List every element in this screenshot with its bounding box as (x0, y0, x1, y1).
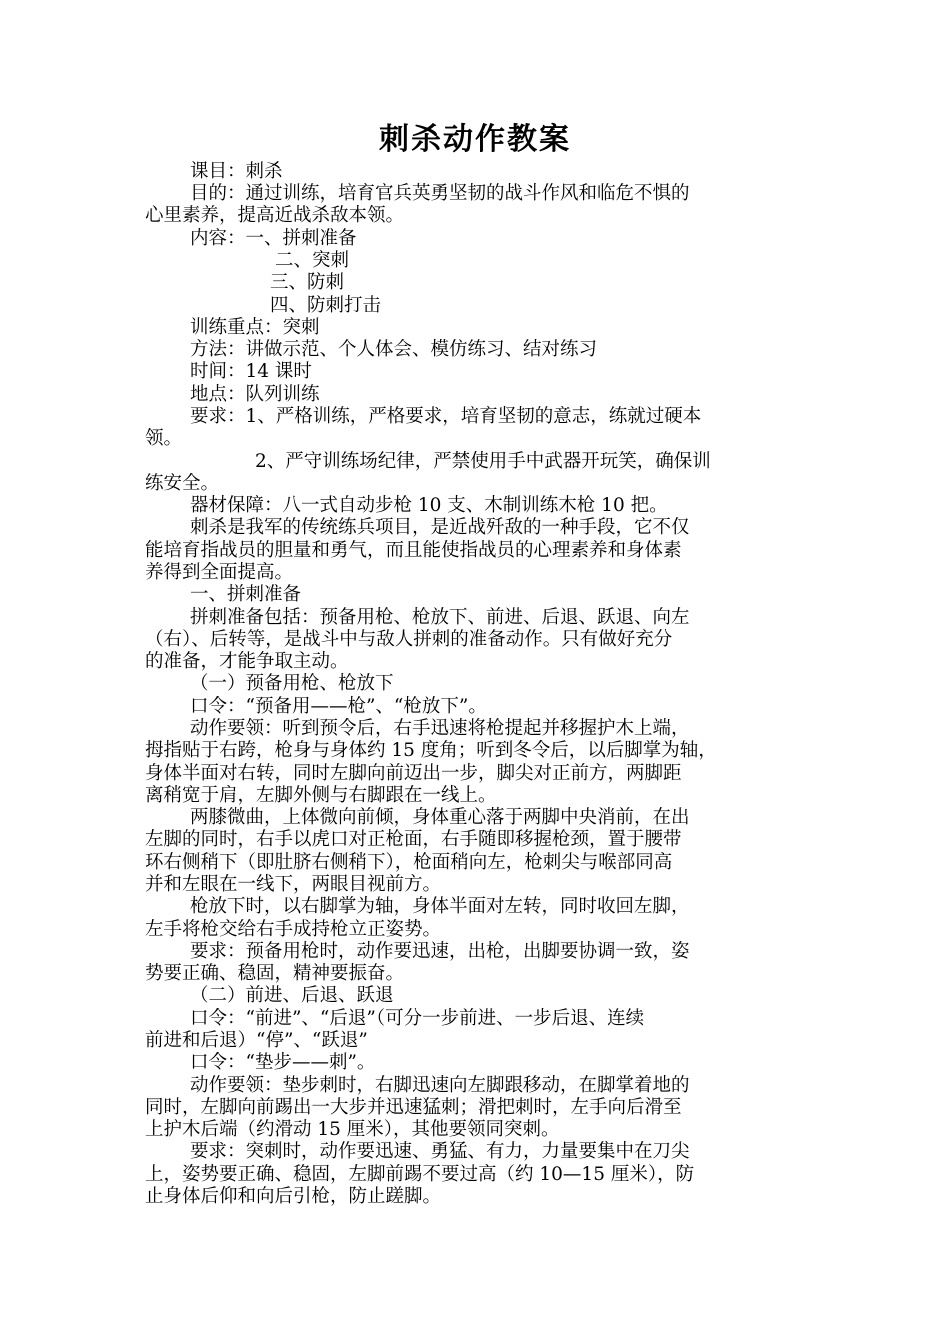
text-line: 左脚的同时，右手以虎口对正枪面，右手随即移握枪颈，置于腰带 (145, 829, 682, 850)
text-line: （二）前进、后退、跃退 (190, 985, 394, 1006)
text-line: （右）、后转等，是战斗中与敌人拼刺的准备动作。只有做好充分 (145, 629, 673, 650)
text-line: 地点：队列训练 (190, 384, 320, 405)
text-line: 口令：“预备用——枪”、“枪放下”。 (190, 696, 487, 717)
text-line: 上护木后端（约滑动 15 厘米），其他要领同突刺。 (145, 1119, 560, 1140)
text-line: 刺杀是我军的传统练兵项目，是近战歼敌的一种手段，它不仅 (190, 517, 690, 538)
text-line: 内容：一、拼刺准备 (190, 228, 357, 249)
text-line: 时间：14 课时 (190, 361, 312, 382)
text-line: 左手将枪交给右手成持枪立正姿势。 (145, 919, 442, 940)
text-line: （一）预备用枪、枪放下 (190, 673, 394, 694)
text-line: 上，姿势要正确、稳固，左脚前踢不要过高（约 10—15 厘米），防 (145, 1164, 695, 1185)
text-line: 环右侧稍下（即肚脐右侧稍下），枪面稍向左，枪刺尖与喉部同高 (145, 852, 673, 873)
text-line: 目的：通过训练，培育官兵英勇坚韧的战斗作风和临危不惧的 (190, 183, 690, 204)
document-title: 刺杀动作教案 (379, 122, 571, 157)
text-line: 动作要领：听到预令后，右手迅速将枪提起并移握护木上端， (190, 718, 690, 739)
text-line: 要求：突刺时，动作要迅速、勇猛、有力，力量要集中在刀尖 (190, 1141, 690, 1162)
text-line: 两膝微曲，上体微向前倾，身体重心落于两脚中央消前，在出 (190, 807, 690, 828)
text-line: 领。 (145, 428, 183, 449)
text-line: 2、严守训练场纪律，严禁使用手中武器开玩笑，确保训 (255, 451, 711, 472)
text-line: 要求：预备用枪时，动作要迅速，出枪，出脚要协调一致，姿 (190, 941, 690, 962)
text-line: 身体半面对右转，同时左脚向前迈出一步，脚尖对正前方，两脚距 (145, 763, 682, 784)
text-line: 养得到全面提高。 (145, 562, 294, 583)
text-line: 三、防刺 (270, 272, 345, 293)
text-line: 课目：刺杀 (190, 161, 283, 182)
text-line: 口令：“前进”、“后退”（可分一步前进、一步后退、连续 (190, 1008, 645, 1029)
text-line: 并和左眼在一线下，两眼目视前方。 (145, 874, 442, 895)
text-line: 拼刺准备包括：预备用枪、枪放下、前进、后退、跃退、向左 (190, 607, 690, 628)
text-line: 同时，左脚向前踢出一大步并迅速猛刺；滑把刺时，左手向后滑至 (145, 1097, 682, 1118)
text-line: 离稍宽于肩，左脚外侧与右脚跟在一线上。 (145, 785, 497, 806)
text-line: 四、防刺打击 (270, 295, 382, 316)
text-line: 拇指贴于右跨，枪身与身体约 15 度角；听到冬令后，以后脚掌为轴， (145, 740, 717, 761)
text-line: 器材保障：八一式自动步枪 10 支、木制训练木枪 10 把。 (190, 495, 668, 516)
text-line: 的准备，才能争取主动。 (145, 651, 349, 672)
text-line: 前进和后退）“停”、“跃退” (145, 1030, 368, 1051)
text-line: 枪放下时，以右脚掌为轴，身体半面对左转，同时收回左脚， (190, 896, 690, 917)
text-line: 训练重点：突刺 (190, 317, 320, 338)
text-line: 要求：1、严格训练，严格要求，培育坚韧的意志，练就过硬本 (190, 406, 702, 427)
text-line: 能培育指战员的胆量和勇气，而且能使指战员的心理素养和身体素 (145, 540, 682, 561)
text-line: 二、突刺 (275, 250, 350, 271)
text-line: 动作要领：垫步刺时，右脚迅速向左脚跟移动，在脚掌着地的 (190, 1075, 690, 1096)
text-line: 方法：讲做示范、个人体会、模仿练习、结对练习 (190, 339, 598, 360)
text-line: 练安全。 (145, 473, 220, 494)
text-line: 一、拼刺准备 (190, 584, 302, 605)
text-line: 势要正确、稳固，精神要振奋。 (145, 963, 405, 984)
text-line: 止身体后仰和向后引枪，防止蹉脚。 (145, 1186, 442, 1207)
text-line: 心里素养，提高近战杀敌本领。 (145, 205, 405, 226)
text-line: 口令：“垫步——刺”。 (190, 1052, 376, 1073)
